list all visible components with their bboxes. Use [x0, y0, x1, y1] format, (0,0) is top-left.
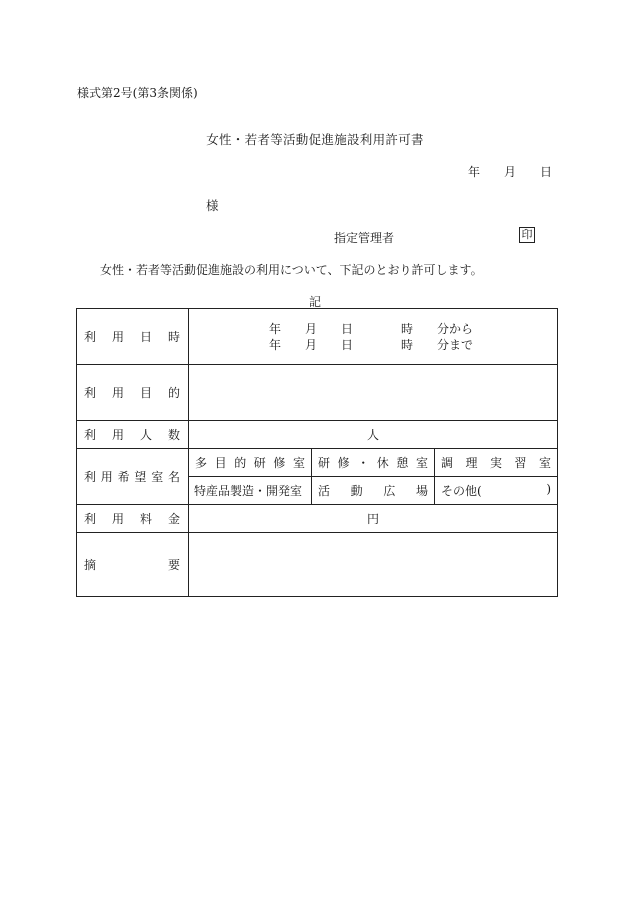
permit-statement: 女性・若者等活動促進施設の利用について、下記のとおり許可します。	[100, 263, 483, 277]
room-cooking-practice[interactable]: 調 理 実 習 室	[435, 449, 558, 477]
room-specialty-production[interactable]: 特産品製造・開発室	[189, 477, 312, 505]
label-fee	[77, 505, 189, 533]
room-activity-plaza[interactable]: 活 動 広 場	[312, 477, 435, 505]
fee-value-cell[interactable]	[189, 505, 558, 533]
label-rooms	[77, 449, 189, 505]
label-remarks-chars: 摘 要	[84, 558, 180, 572]
datetime-value-cell[interactable]	[189, 309, 558, 365]
label-rooms-chars: 利 用 希 望 室 名	[84, 470, 180, 484]
fee-unit: 円	[367, 512, 380, 526]
label-fee-chars: 利 用 料 金	[84, 512, 180, 526]
row-remarks	[77, 533, 558, 597]
seal-mark: 印	[519, 227, 535, 243]
document-title: 女性・若者等活動促進施設利用許可書	[206, 132, 424, 147]
people-unit: 人	[367, 428, 380, 442]
remarks-value-cell[interactable]	[189, 533, 558, 597]
datetime-start-line: 年 月 日 時 分から	[269, 321, 474, 336]
permit-table	[76, 308, 558, 597]
datetime-end-line: 年 月 日 時 分まで	[269, 337, 474, 352]
label-remarks	[77, 533, 189, 597]
record-heading: 記	[308, 295, 321, 309]
label-datetime-chars: 利 用 日 時	[84, 330, 180, 344]
label-purpose-chars: 利 用 目 的	[84, 386, 180, 400]
row-purpose	[77, 365, 558, 421]
date-month-label: 月	[504, 165, 517, 179]
label-purpose	[77, 365, 189, 421]
date-year-label: 年	[468, 165, 481, 179]
room-multipurpose-training[interactable]: 多 目 的 研 修 室	[189, 449, 312, 477]
designated-manager-label: 指定管理者	[334, 231, 395, 245]
room-other[interactable]: その他( )	[435, 477, 558, 505]
row-fee	[77, 505, 558, 533]
date-day-label: 日	[540, 165, 553, 179]
row-rooms-1	[77, 449, 558, 477]
addressee-honorific: 様	[206, 198, 219, 213]
label-people-chars: 利 用 人 数	[84, 428, 180, 442]
label-datetime	[77, 309, 189, 365]
people-value-cell[interactable]	[189, 421, 558, 449]
row-people	[77, 421, 558, 449]
room-training-rest[interactable]: 研 修 ・ 休 憩 室	[312, 449, 435, 477]
label-people	[77, 421, 189, 449]
form-number: 様式第2号(第3条関係)	[77, 86, 198, 100]
purpose-value-cell[interactable]	[189, 365, 558, 421]
row-datetime	[77, 309, 558, 365]
